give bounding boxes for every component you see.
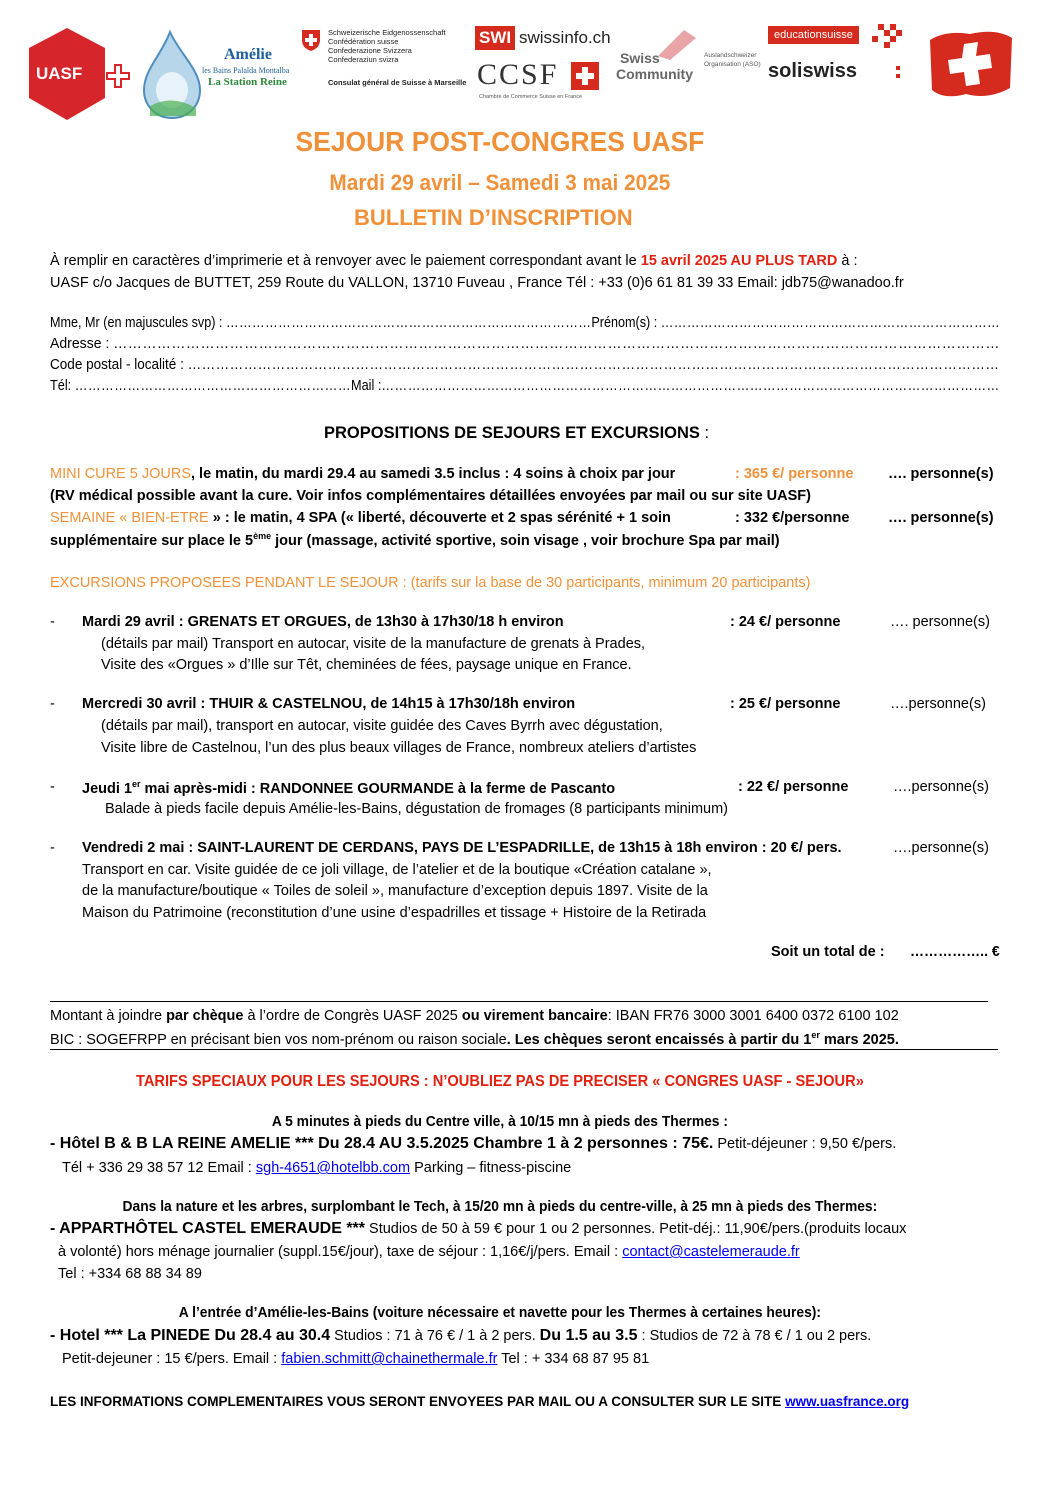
payment-2b: . Les chèques seront encaissés à partir du 1: [506, 1031, 812, 1048]
spa-line2-a: supplémentaire sur place le 5: [50, 532, 254, 549]
footer-note: [50, 1394, 909, 1409]
excursion-4-line-3: Maison du Patrimoine (reconstitution d’une usine d’espadrilles et tissage + Histoire de la Retirada: [82, 905, 707, 921]
excursion-2-price: : 25 €/ personne: [730, 696, 841, 712]
excursion-3-price: : 22 €/ personne: [738, 779, 849, 795]
ccsf-text: CCSF: [477, 58, 559, 91]
firstname-label: Prénom(s) :: [591, 315, 661, 331]
total-value[interactable]: …………….. €: [910, 944, 1000, 960]
hotel-3-line2-text: Petit-dejeuner : 15 €/pers. Email :: [62, 1351, 282, 1367]
intro-deadline: 15 avril 2025 AU PLUS TARD: [640, 253, 838, 269]
page-dates: Mardi 29 avril – Samedi 3 mai 2025: [329, 170, 671, 195]
hotel-1-email-link[interactable]: sgh-4651@hotelbb.com: [255, 1160, 411, 1176]
firstname-field[interactable]: ……………………………………………………………………: [660, 315, 1001, 331]
excursion-3-title-b: mai après-midi : RANDONNEE GOURMANDE à la ferme de Pascanto: [140, 780, 616, 797]
hotel-2-email-link[interactable]: contact@castelemeraude.fr: [622, 1244, 800, 1260]
name-label: Mme, Mr (en majuscules svp) :: [50, 315, 226, 331]
excursion-1-line-1: (détails par mail) Transport en autocar, visite de la manufacture de grenats à Prades,: [101, 636, 646, 652]
consulat-text: Consulat général de Suisse à Marseille: [328, 78, 467, 87]
spa-label: SEMAINE « BIEN-ETRE: [50, 510, 209, 526]
payment-1c: à l’ordre de Congrès UASF 2025: [243, 1008, 462, 1024]
form-address-row: [50, 336, 1000, 352]
payment-line-2: [50, 1030, 899, 1048]
swi-badge: SWI: [475, 26, 515, 50]
spa-price: : 332 €/personne: [735, 510, 850, 526]
page-title: SEJOUR POST-CONGRES UASF: [295, 126, 705, 157]
excursion-4-title: Vendredi 2 mai : SAINT-LAURENT DE CERDANS, PAYS DE L’ESPADRILLE, de 13h15 à 18h environ : 20 €/ pers.: [82, 840, 842, 856]
cure-line-1: [50, 466, 675, 482]
cure-persons[interactable]: …. personne(s): [888, 466, 994, 482]
payment-top-rule: [50, 1001, 988, 1002]
spa-line-1: [50, 510, 671, 526]
postal-label: Code postal - localité :: [50, 357, 188, 373]
payment-1d: ou virement bancaire: [461, 1008, 608, 1024]
form-tel-row: [50, 378, 1000, 394]
hotel-2-intro: Dans la nature et les arbres, surplombant le Tech, à 15/20 mn à pieds du centre-ville, à 25 mn à pieds des Thermes:: [122, 1199, 878, 1215]
cure-label: MINI CURE 5 JOURS: [50, 466, 191, 482]
amelie-sub2: La Station Reine: [208, 76, 287, 88]
hotel-1-breakfast: Petit-déjeuner : 9,50 €/pers.: [713, 1136, 897, 1152]
excursion-4-bullet: -: [50, 840, 55, 856]
excursion-3-title: [82, 779, 615, 797]
spa-line2-sup: ème: [253, 531, 272, 541]
excursion-1-bullet: -: [50, 614, 55, 630]
swiss-flag-logo: [926, 26, 1016, 102]
hotel-3-dates-2: Du 1.5 au 3.5: [539, 1327, 638, 1344]
payment-1e: : IBAN FR76 3000 3001 6400 0372 6100 102: [607, 1008, 899, 1024]
form-postal-row: [50, 357, 999, 373]
postal-field[interactable]: …………………………………………………………………………………………………………………………………………………………: [187, 357, 1000, 373]
excursion-1-line-2: Visite des «Orgues » d’Ille sur Têt, cheminées de fées, paysage unique en France.: [101, 657, 632, 673]
hotel-2-line2-text: à volonté) hors ménage journalier (suppl.15€/jour), taxe de séjour : 1,16€/j/pers. Email :: [58, 1244, 623, 1260]
excursion-3-title-a: Jeudi 1: [82, 780, 132, 797]
intro-line-2: UASF c/o Jacques de BUTTET, 259 Route du VALLON, 13710 Fuveau , France Tél : +33 (0)6 61 81 39 33 Email: jdb75@wanadoo.fr: [50, 275, 904, 291]
excursion-2-line-1: (détails par mail), transport en autocar, visite guidée des Caves Byrrh avec dégustation,: [101, 718, 663, 734]
payment-bottom-rule: [50, 1049, 998, 1050]
address-field[interactable]: …………………………………………………………………………………………………………………………………………………………………: [113, 336, 1000, 352]
cure-text: , le matin, du mardi 29.4 au samedi 3.5 inclus : 4 soins à choix par jour: [191, 466, 676, 482]
excursion-3-line-1: Balade à pieds facile depuis Amélie-les-Bains, dégustation de fromages (8 participants minimum): [105, 801, 729, 817]
excursion-2-persons[interactable]: ….personne(s): [890, 696, 986, 712]
propositions-heading: [324, 424, 709, 443]
soliswiss-dot-2: [896, 74, 900, 78]
name-field[interactable]: …………………………………………………………………………: [225, 315, 592, 331]
payment-1b: par chèque: [166, 1008, 244, 1024]
excursion-1-price: : 24 €/ personne: [730, 614, 841, 630]
hotel-2-name: - APPARTHÔTEL CASTEL EMERAUDE ***: [50, 1220, 365, 1237]
swissinfo-logo: [475, 26, 611, 54]
hotel-3-name-row: [50, 1327, 871, 1345]
footer-text: LES INFORMATIONS COMPLEMENTAIRES VOUS SERONT ENVOYEES PAR MAIL OU A CONSULTER SUR LE SITE: [50, 1394, 786, 1409]
payment-1a: Montant à joindre: [50, 1008, 167, 1024]
swiss-community-logo: [614, 28, 764, 90]
hotel-3-studios-2: : Studios de 72 à 78 € / 1 ou 2 pers.: [637, 1328, 872, 1344]
excursion-4-line-1: Transport en car. Visite guidée de ce joli village, de l’atelier et de la boutique «Création catalane »,: [82, 862, 712, 878]
hotel-2-tel: Tel : +334 68 88 34 89: [58, 1266, 202, 1282]
intro-text-a: À remplir en caractères d’imprimerie et à renvoyer avec le paiement correspondant avant le: [50, 253, 641, 269]
water-drop-icon: [140, 28, 204, 120]
hotel-3-line-2: [62, 1351, 649, 1367]
amelie-logo: [140, 28, 300, 120]
excursion-4-persons[interactable]: ….personne(s): [893, 840, 989, 856]
uasf-logo: [22, 26, 134, 122]
amelie-sub1: les Bains Palalda Montalba: [202, 66, 290, 75]
excursion-3-bullet: -: [50, 779, 55, 795]
excursions-heading: EXCURSIONS PROPOSEES PENDANT LE SEJOUR : (tarifs sur la base de 30 participants, minimum 20 participants): [50, 575, 811, 591]
swiss-conf-line-3: Confederazione Svizzera: [328, 46, 412, 55]
swiss-community-line2: Community: [616, 66, 693, 82]
excursion-3-title-sup: er: [131, 779, 141, 789]
hotel-1-tel: Tél + 336 29 38 57 12 Email :: [62, 1160, 256, 1176]
swiss-conf-line-4: Confederaziun svizra: [328, 55, 399, 64]
hotel-2-desc: Studios de 50 à 59 € pour 1 ou 2 personnes. Petit-déj.: 11,90€/pers.(produits locaux: [365, 1221, 907, 1237]
swissinfo-text: swissinfo.ch: [519, 28, 611, 47]
excursion-2-title: Mercredi 30 avril : THUIR & CASTELNOU, de 14h15 à 17h30/18h environ: [82, 696, 576, 712]
spa-line2-b: jour (massage, activité sportive, soin visage , voir brochure Spa par mail): [271, 532, 780, 549]
uasf-logo-text: UASF: [36, 64, 83, 83]
hotel-1-extra: Parking – fitness-piscine: [410, 1160, 572, 1176]
hotel-3-tel: Tel : + 334 68 87 95 81: [497, 1351, 650, 1367]
educationsuisse-badge: educationsuisse: [768, 26, 859, 44]
excursion-2-bullet: -: [50, 696, 55, 712]
ccsf-subtitle: Chambre de Commerce Suisse en France: [479, 94, 583, 100]
cure-line-2: (RV médical possible avant la cure. Voir infos complémentaires détaillées envoyées par mail ou sur site UASF): [50, 488, 811, 504]
swiss-cross-icon: [571, 62, 599, 90]
soliswiss-dot: [896, 66, 900, 70]
mail-field[interactable]: ……………………………………………………………………………………………………………………………: [381, 378, 1000, 394]
hotel-2-line-2: [58, 1244, 800, 1260]
swiss-conf-line-2: Confédération suisse: [328, 37, 399, 46]
hotel-3-intro: A l’entrée d’Amélie-les-Bains (voiture nécessaire et navette pour les Thermes à certaines heures):: [178, 1305, 821, 1321]
tel-field[interactable]: ………………………………………………………: [74, 378, 351, 394]
hotels-heading: TARIFS SPECIAUX POUR LES SEJOURS : N’OUBLIEZ PAS DE PRECISER « CONGRES UASF - SEJOUR»: [135, 1073, 864, 1090]
payment-2c: mars 2025.: [819, 1031, 899, 1048]
hotel-3-name: - Hotel *** La PINEDE Du 28.4 au 30.4: [50, 1327, 331, 1344]
hotel-1-name: - Hôtel B & B LA REINE AMELIE *** Du 28.4 AU 3.5.2025 Chambre 1 à 2 personnes : 75€.: [50, 1135, 714, 1152]
pixel-cross-icon: [872, 24, 908, 54]
swiss-conf-line-1: Schweizerische Eidgenossenschaft: [328, 28, 446, 37]
propositions-heading-text: PROPOSITIONS DE SEJOURS ET EXCURSIONS: [324, 424, 700, 442]
page-subtitle: BULLETIN D’INSCRIPTION: [354, 205, 633, 230]
intro-line-1: [50, 253, 858, 269]
excursion-1-title: Mardi 29 avril : GRENATS ET ORGUES, de 13h30 à 17h30/18 h environ: [82, 614, 564, 630]
payment-line-1: [50, 1008, 899, 1024]
propositions-heading-suffix: :: [699, 424, 710, 442]
payment-2a: BIC : SOGEFRPP en précisant bien vos nom-prénom ou raison sociale: [50, 1031, 507, 1048]
hotel-3-studios-1: Studios : 71 à 76 € / 1 à 2 pers.: [330, 1328, 540, 1344]
spa-text: » : le matin, 4 SPA (« liberté, découverte et 2 spas sérénité + 1 soin: [208, 510, 671, 526]
swiss-confederation-logo: [298, 26, 474, 92]
hotel-2-name-row: [50, 1220, 906, 1238]
excursion-4-line-2: de la manufacture/boutique « Toiles de soleil », manufacture d’exception depuis 1897. Visite de la: [82, 883, 708, 899]
total-label: Soit un total de :: [771, 944, 885, 960]
hotel-3-email-link[interactable]: fabien.schmitt@chainethermale.fr: [281, 1351, 498, 1367]
swiss-shield-icon: [300, 28, 322, 52]
hotel-1-contact: [62, 1160, 571, 1176]
soliswiss-text: soliswiss: [768, 60, 857, 82]
excursion-1-persons[interactable]: …. personne(s): [890, 614, 990, 630]
intro-text-b: à :: [837, 253, 858, 269]
payment-2-sup: er: [811, 1030, 820, 1040]
hotel-1-name-row: [50, 1135, 896, 1153]
educationsuisse-logo: [768, 24, 908, 86]
form-name-row: [50, 315, 1000, 331]
aso-line1: Auslandschweizer: [704, 52, 757, 59]
hotel-1-intro: A 5 minutes à pieds du Centre ville, à 10/15 mn à pieds des Thermes :: [271, 1114, 728, 1130]
mail-label: Mail :: [350, 378, 382, 394]
aso-line2: Organisation (ASO): [704, 61, 761, 68]
excursion-3-persons[interactable]: ….personne(s): [893, 779, 989, 795]
tel-label: Tél:: [50, 378, 75, 394]
ccsf-logo: [477, 58, 603, 102]
swiss-flag-icon: [926, 26, 1016, 102]
swiss-community-line1: Swiss: [620, 50, 660, 66]
cure-price: : 365 €/ personne: [735, 466, 854, 482]
address-label: Adresse :: [50, 336, 114, 352]
spa-persons[interactable]: …. personne(s): [888, 510, 994, 526]
spa-line-2: [50, 531, 780, 549]
footer-site-link[interactable]: www.uasfrance.org: [785, 1394, 910, 1409]
excursion-2-line-2: Visite libre de Castelnou, l’un des plus beaux villages de France, nombreux ateliers d’artistes: [101, 740, 697, 756]
amelie-name: Amélie: [224, 46, 272, 63]
